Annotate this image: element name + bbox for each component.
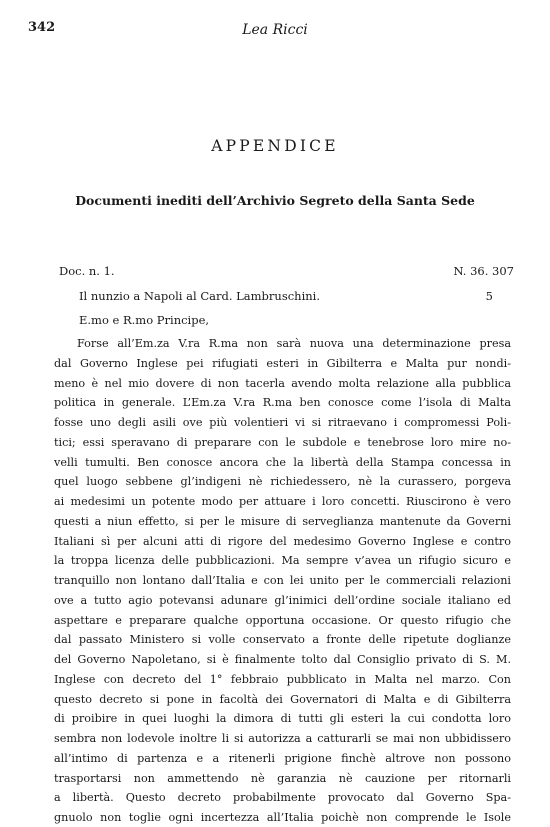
body-line: questo decreto si pone in facoltà dei Governatori di Malta e di Gibilterra	[54, 693, 511, 706]
body-line: Italiani sì per alcuni atti di rigore del medesimo Governo Inglese e contro	[54, 535, 511, 548]
body-line: questi a niun effetto, si per le misure di serveglianza mantenute da Governi	[54, 515, 511, 528]
body-line: Forse all’Em.za V.ra R.ma non sarà nuova una determinazione presa	[77, 337, 511, 350]
document-label: Doc. n. 1.	[59, 264, 115, 278]
document-heading-number: 5	[485, 289, 493, 303]
body-line: tranquillo non lontano dall’Italia e con lei unito per le commerciali relazioni	[54, 574, 511, 587]
body-line: gnuolo non toglie ogni incertezza all’Italia poichè non comprende le Isole	[54, 811, 511, 824]
document-reference: N. 36. 307	[453, 264, 514, 278]
appendix-title: APPENDICE	[211, 137, 339, 155]
body-line: sembra non lodevole inoltre li si autorizza a catturarli se mai non ubbidissero	[54, 732, 511, 745]
appendix-subtitle: Documenti inediti dell’Archivio Segreto della Santa Sede	[75, 193, 475, 208]
body-line: politica in generale. L’Em.za V.ra R.ma ben conosce come l’isola di Malta	[54, 396, 511, 409]
body-line: quel luogo sebbene gl’indigeni nè richiedessero, nè la curassero, porgeva	[54, 475, 511, 488]
body-line: trasportarsi non ammettendo nè garanzia nè cauzione per ritornarli	[54, 772, 511, 785]
body-line: del Governo Napoletano, si è finalmente tolto dal Consiglio privato di S. M.	[54, 653, 511, 666]
body-line: di proibire in quei luoghi la dimora di tutti gli esteri la cui condotta loro	[54, 712, 511, 725]
body-line: all’intimo di partenza e a ritenerli prigione finchè altrove non possono	[54, 752, 511, 765]
body-line: a libertà. Questo decreto probabilmente provocato dal Governo Spa-	[54, 791, 511, 804]
running-title: Lea Ricci	[242, 22, 308, 38]
body-line: la troppa licenza delle pubblicazioni. Ma sempre v’avea un rifugio sicuro e	[54, 554, 511, 567]
body-line: aspettare e preparare qualche opportuna occasione. Or questo rifugio che	[54, 614, 511, 627]
page-number: 342	[28, 20, 56, 35]
body-line: ai medesimi un potente modo per attuare i loro concetti. Riuscirono è vero	[54, 495, 511, 508]
body-line: dal passato Ministero si volle conservato a fronte delle ripetute doglianze	[54, 633, 511, 646]
body-line: ove a tutto agio potevansi adunare gl’inimici dell’ordine sociale italiano ed	[54, 594, 511, 607]
body-line: dal Governo Inglese pei rifugiati esteri in Gibilterra e Malta pur nondi-	[54, 357, 511, 370]
body-line: meno è nel mio dovere di non tacerla avendo molta relazione alla pubblica	[54, 377, 511, 390]
document-heading: Il nunzio a Napoli al Card. Lambruschini.	[79, 289, 320, 303]
body-line: tici; essi speravano di preparare con le subdole e tenebrose loro mire no-	[54, 436, 511, 449]
body-line: Inglese con decreto del 1° febbraio pubblicato in Malta nel marzo. Con	[54, 673, 511, 686]
body-line: velli tumulti. Ben conosce ancora che la libertà della Stampa concessa in	[54, 456, 511, 469]
salutation: E.mo e R.mo Principe,	[79, 313, 210, 327]
body-line: fosse uno degli asili ove più volentieri vi si ritraevano i compromessi Poli-	[54, 416, 511, 429]
